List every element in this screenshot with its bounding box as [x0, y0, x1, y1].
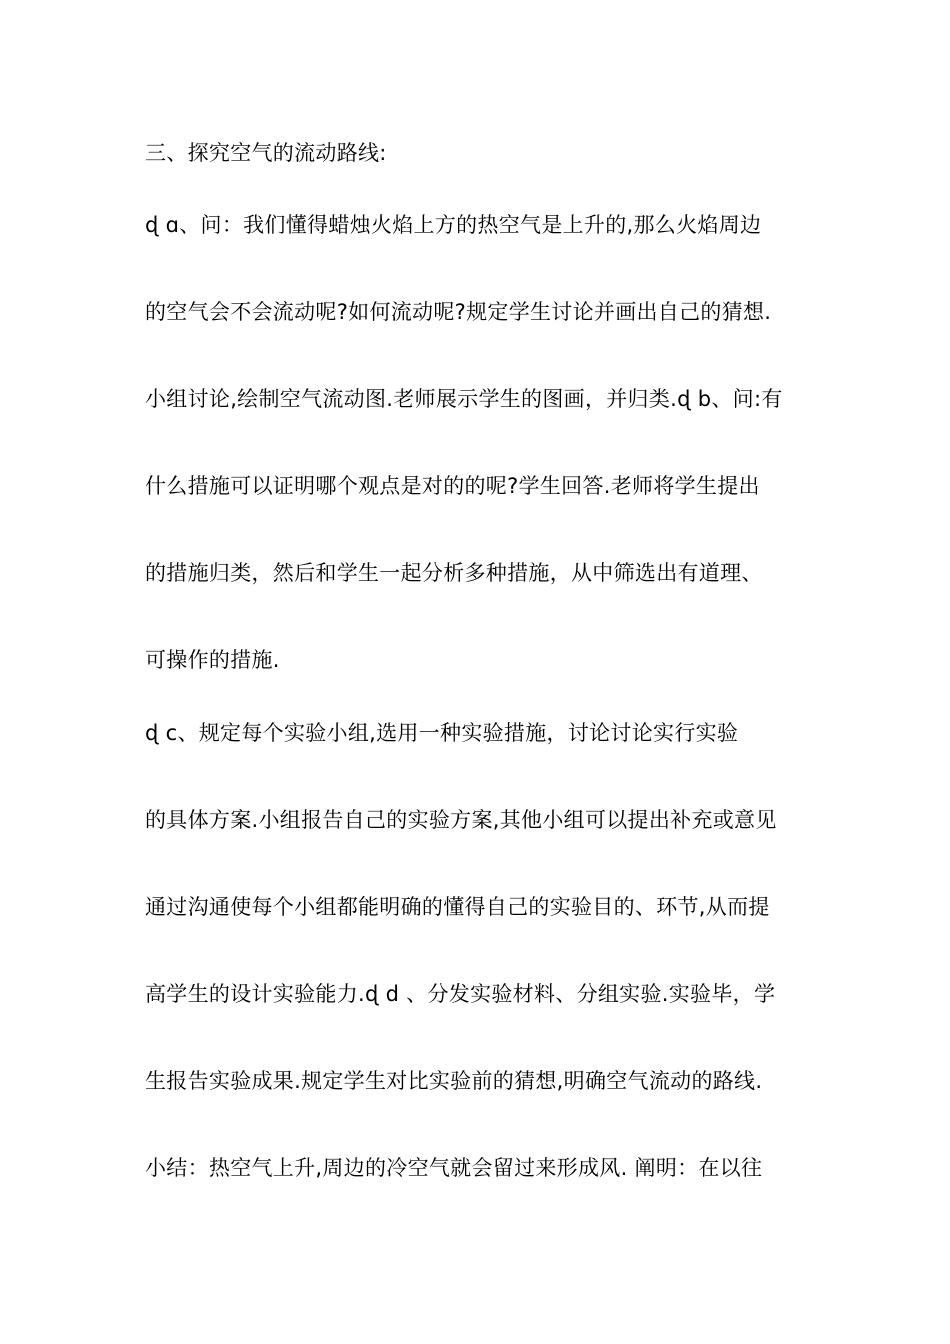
paragraph-line: 通过沟通使每个小组都能明确的懂得自己的实验目的、环节,从而提: [145, 895, 770, 919]
paragraph-line: 的具体方案.小组报告自己的实验方案,其他小组可以提出补充或意见: [145, 808, 777, 832]
paragraph-line: 高学生的设计实验能力.ɖ d 、分发实验材料、分组实验.实验毕，学: [145, 982, 776, 1006]
paragraph-line: ɖ c、规定每个实验小组,选用一种实验措施，讨论讨论实行实验: [145, 721, 739, 745]
paragraph-line: 可操作的措施.: [145, 648, 280, 672]
paragraph-line: 的措施归类，然后和学生一起分析多种措施，从中筛选出有道理、: [145, 561, 763, 585]
paragraph-line: ɖ ɑ、问：我们懂得蜡烛火焰上方的热空气是上升的,那么火焰周边: [145, 213, 762, 237]
paragraph-line: 的空气会不会流动呢?如何流动呢?规定学生讨论并画出自己的猜想.: [145, 300, 772, 324]
paragraph-line: 生报告实验成果.规定学生对比实验前的猜想,明确空气流动的路线.: [145, 1069, 763, 1093]
paragraph-line: 小结：热空气上升,周边的冷空气就会留过来形成风. 阐明：在以往: [145, 1156, 763, 1180]
paragraph-line: 什么措施可以证明哪个观点是对的的呢?学生回答.老师将学生提出: [145, 474, 760, 498]
paragraph-line: 小组讨论,绘制空气流动图.老师展示学生的图画，并归类.ɖ b、问:有: [145, 387, 783, 411]
section-heading: 三、探究空气的流动路线:: [145, 141, 387, 165]
